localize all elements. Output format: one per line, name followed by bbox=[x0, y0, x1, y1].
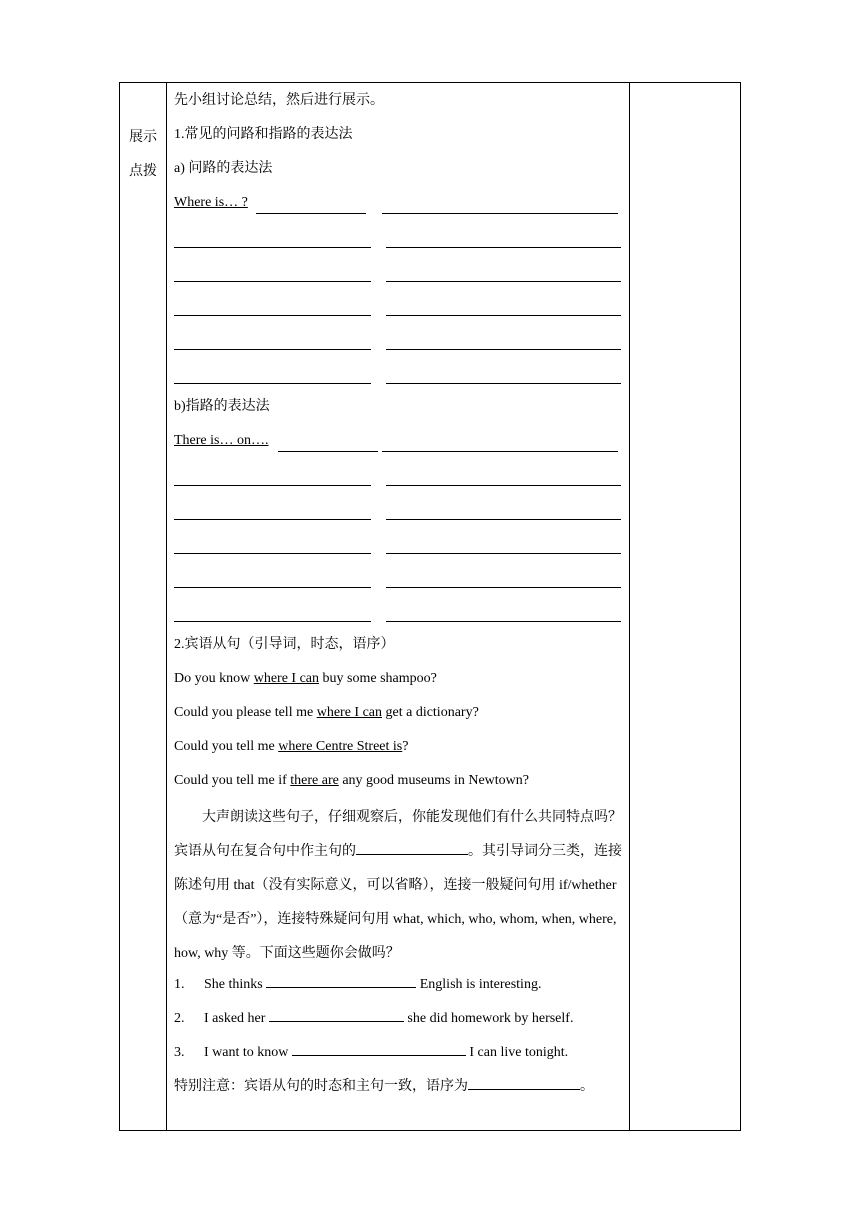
text: I can live tonight. bbox=[465, 1045, 569, 1060]
text: Do you know bbox=[174, 671, 254, 686]
example-sentence-4 bbox=[174, 767, 624, 801]
exercise-1 bbox=[174, 971, 624, 1005]
blank-line bbox=[174, 281, 371, 282]
clause-underlined: there are bbox=[290, 773, 339, 788]
side-label-2: 点拨 bbox=[129, 164, 157, 179]
blank-line bbox=[174, 315, 371, 316]
blank-line bbox=[386, 383, 621, 384]
blank-line bbox=[382, 451, 618, 452]
give-way-row bbox=[174, 563, 624, 597]
ask-way-row bbox=[174, 223, 624, 257]
answer-blank bbox=[292, 1039, 466, 1056]
clause-underlined: where I can bbox=[316, 705, 382, 720]
ask-way-example: Where is… ? bbox=[174, 195, 248, 210]
text: ? bbox=[402, 739, 409, 754]
text: 。其引导词分三类，连接陈述句用 that（没有实际意义，可以省略），连接一般疑问句用 if/whether （意为“是否”），连接特殊疑问句用 what, which, who, whom, when, where, how, why 等。下面这些题你会做吗？ bbox=[174, 844, 622, 961]
give-way-row bbox=[174, 495, 624, 529]
text: English is interesting. bbox=[416, 977, 542, 992]
ask-way-row bbox=[174, 257, 624, 291]
answer-blank bbox=[269, 1005, 404, 1022]
text: Could you tell me bbox=[174, 739, 279, 754]
blank-line bbox=[386, 621, 621, 622]
blank-line bbox=[174, 553, 371, 554]
blank-line bbox=[386, 349, 621, 350]
text: she did homework by herself. bbox=[403, 1011, 574, 1026]
content-cell bbox=[174, 87, 624, 1107]
give-way-row bbox=[174, 529, 624, 563]
exercise-number: 1. bbox=[174, 977, 185, 992]
text: Could you please tell me bbox=[174, 705, 317, 720]
ask-way-row-1 bbox=[174, 189, 624, 223]
example-sentence-3 bbox=[174, 733, 624, 767]
text: get a dictionary? bbox=[382, 705, 479, 720]
answer-blank bbox=[468, 1073, 580, 1090]
table-top-border bbox=[119, 82, 741, 83]
section1-title: 1.常见的问路和指路的表达法 bbox=[174, 127, 353, 142]
exercise-number: 3. bbox=[174, 1045, 185, 1060]
text: Could you tell me if bbox=[174, 773, 291, 788]
section2-title: 2.宾语从句（引导词，时态，语序） bbox=[174, 637, 395, 652]
table-divider-2 bbox=[629, 82, 630, 1131]
blank-line bbox=[386, 485, 621, 486]
table-right-border bbox=[740, 82, 741, 1131]
special-note bbox=[174, 1073, 624, 1107]
ask-way-row bbox=[174, 359, 624, 393]
table-left-border bbox=[119, 82, 120, 1131]
blank-line bbox=[174, 519, 371, 520]
side-label-1: 展示 bbox=[129, 130, 157, 145]
blank-line bbox=[256, 213, 366, 214]
blank-line bbox=[386, 587, 621, 588]
clause-underlined: where I can bbox=[253, 671, 320, 686]
blank-line bbox=[386, 281, 621, 282]
ask-way-row bbox=[174, 325, 624, 359]
answer-blank bbox=[266, 971, 416, 988]
blank-line bbox=[174, 587, 371, 588]
text: She thinks bbox=[204, 977, 267, 992]
intro-text: 先小组讨论总结，然后进行展示。 bbox=[174, 93, 384, 108]
blank-line bbox=[174, 485, 371, 486]
text: 特别注意：宾语从句的时态和主句一致，语序为 bbox=[174, 1079, 468, 1094]
text: I want to know bbox=[204, 1045, 292, 1060]
give-way-row bbox=[174, 597, 624, 631]
blank-line bbox=[278, 451, 378, 452]
section1b-heading: b)指路的表达法 bbox=[174, 399, 270, 414]
exercise-3 bbox=[174, 1039, 624, 1073]
text: 。 bbox=[580, 1079, 594, 1094]
give-way-example: There is… on…. bbox=[174, 433, 269, 448]
text: buy some shampoo? bbox=[319, 671, 437, 686]
example-sentence-2 bbox=[174, 699, 624, 733]
observe-prompt: 大声朗读这些句子，仔细观察后，你能发现他们有什么共同特点吗？ bbox=[202, 810, 622, 825]
example-sentence-1 bbox=[174, 665, 624, 699]
blank-line bbox=[174, 247, 371, 248]
give-way-row-1 bbox=[174, 427, 624, 461]
section1a-heading: a) 问路的表达法 bbox=[174, 161, 273, 176]
exercise-2 bbox=[174, 1005, 624, 1039]
blank-line bbox=[174, 349, 371, 350]
text: any good museums in Newtown? bbox=[338, 773, 529, 788]
give-way-row bbox=[174, 461, 624, 495]
text: 宾语从句在复合句中作主句的 bbox=[174, 844, 356, 859]
table-bottom-border bbox=[119, 1130, 741, 1131]
blank-line bbox=[382, 213, 618, 214]
blank-line bbox=[174, 621, 371, 622]
text: I asked her bbox=[204, 1011, 269, 1026]
answer-blank bbox=[356, 838, 468, 855]
ask-way-row bbox=[174, 291, 624, 325]
rule-paragraph bbox=[174, 835, 624, 971]
blank-line bbox=[386, 553, 621, 554]
blank-line bbox=[174, 383, 371, 384]
blank-line bbox=[386, 315, 621, 316]
exercise-number: 2. bbox=[174, 1011, 185, 1026]
clause-underlined: where Centre Street is bbox=[278, 739, 403, 754]
table-divider-1 bbox=[166, 82, 167, 1131]
blank-line bbox=[386, 519, 621, 520]
blank-line bbox=[386, 247, 621, 248]
